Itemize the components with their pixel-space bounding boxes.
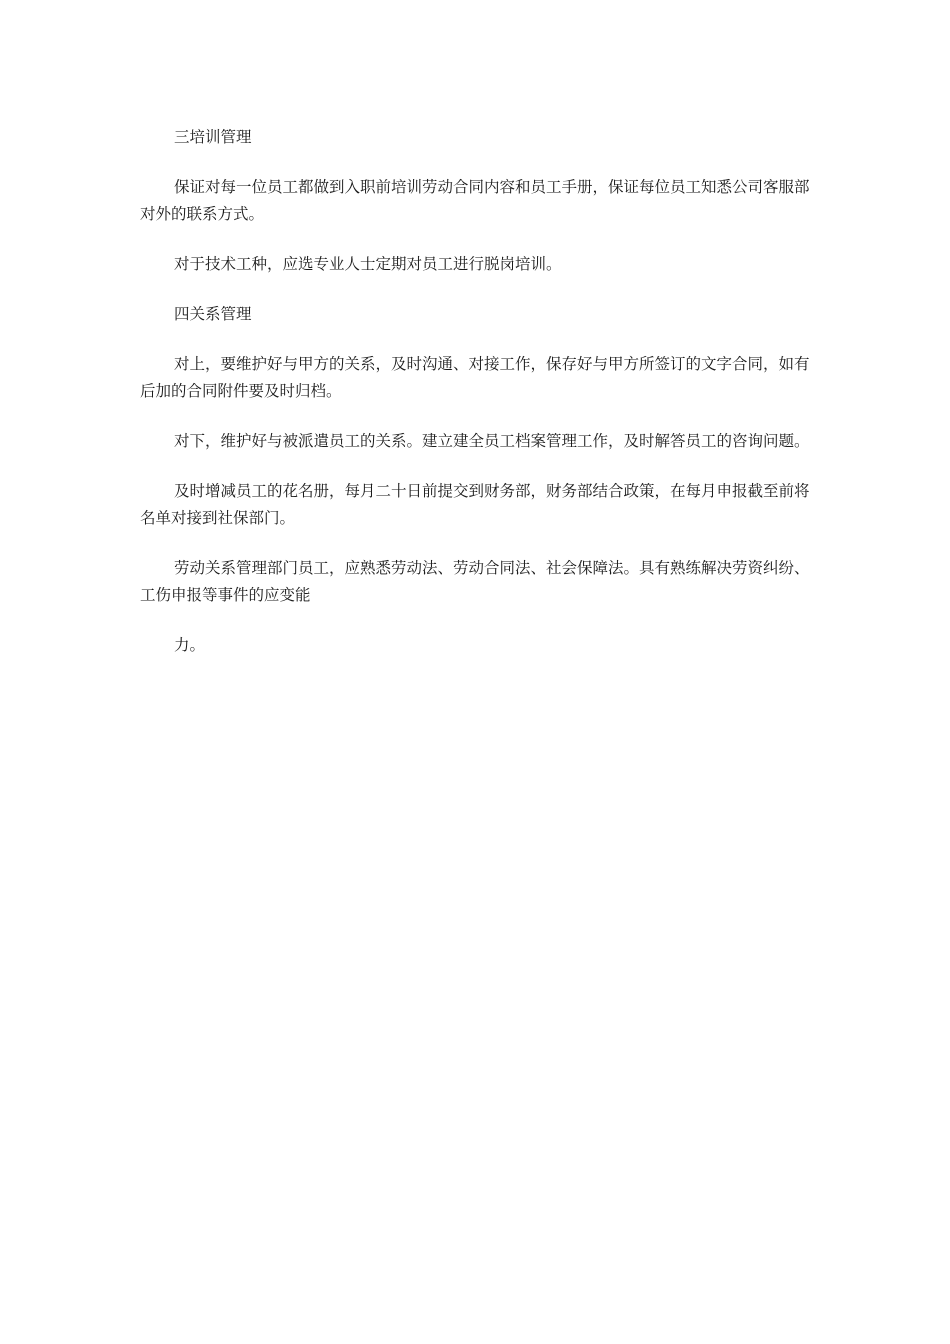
paragraph-continuation: 力。 xyxy=(174,636,206,654)
paragraph-technical-training: 对于技术工种，应选专业人士定期对员工进行脱岗培训。 xyxy=(174,255,562,273)
paragraph-employee-relations: 对下，维护好与被派遣员工的关系。建立建全员工档案管理工作，及时解答员工的咨询问题。 xyxy=(174,432,810,450)
section-heading-training: 三培训管理 xyxy=(174,128,252,146)
paragraph-staff-requirements: 劳动关系管理部门员工，应熟悉劳动法、劳动合同法、社会保障法。具有熟练解决劳资纠纷、工伤申报等事件的应变能 xyxy=(140,559,810,604)
paragraph-client-relations: 对上，要维护好与甲方的关系，及时沟通、对接工作，保存好与甲方所签订的文字合同，如有后加的合同附件要及时归档。 xyxy=(140,355,810,400)
paragraph-roster-management: 及时增减员工的花名册，每月二十日前提交到财务部，财务部结合政策，在每月申报截至前将名单对接到社保部门。 xyxy=(140,482,810,527)
document-body xyxy=(140,124,820,682)
section-heading-relations: 四关系管理 xyxy=(174,305,252,323)
paragraph-onboarding-training: 保证对每一位员工都做到入职前培训劳动合同内容和员工手册，保证每位员工知悉公司客服部对外的联系方式。 xyxy=(140,178,810,223)
